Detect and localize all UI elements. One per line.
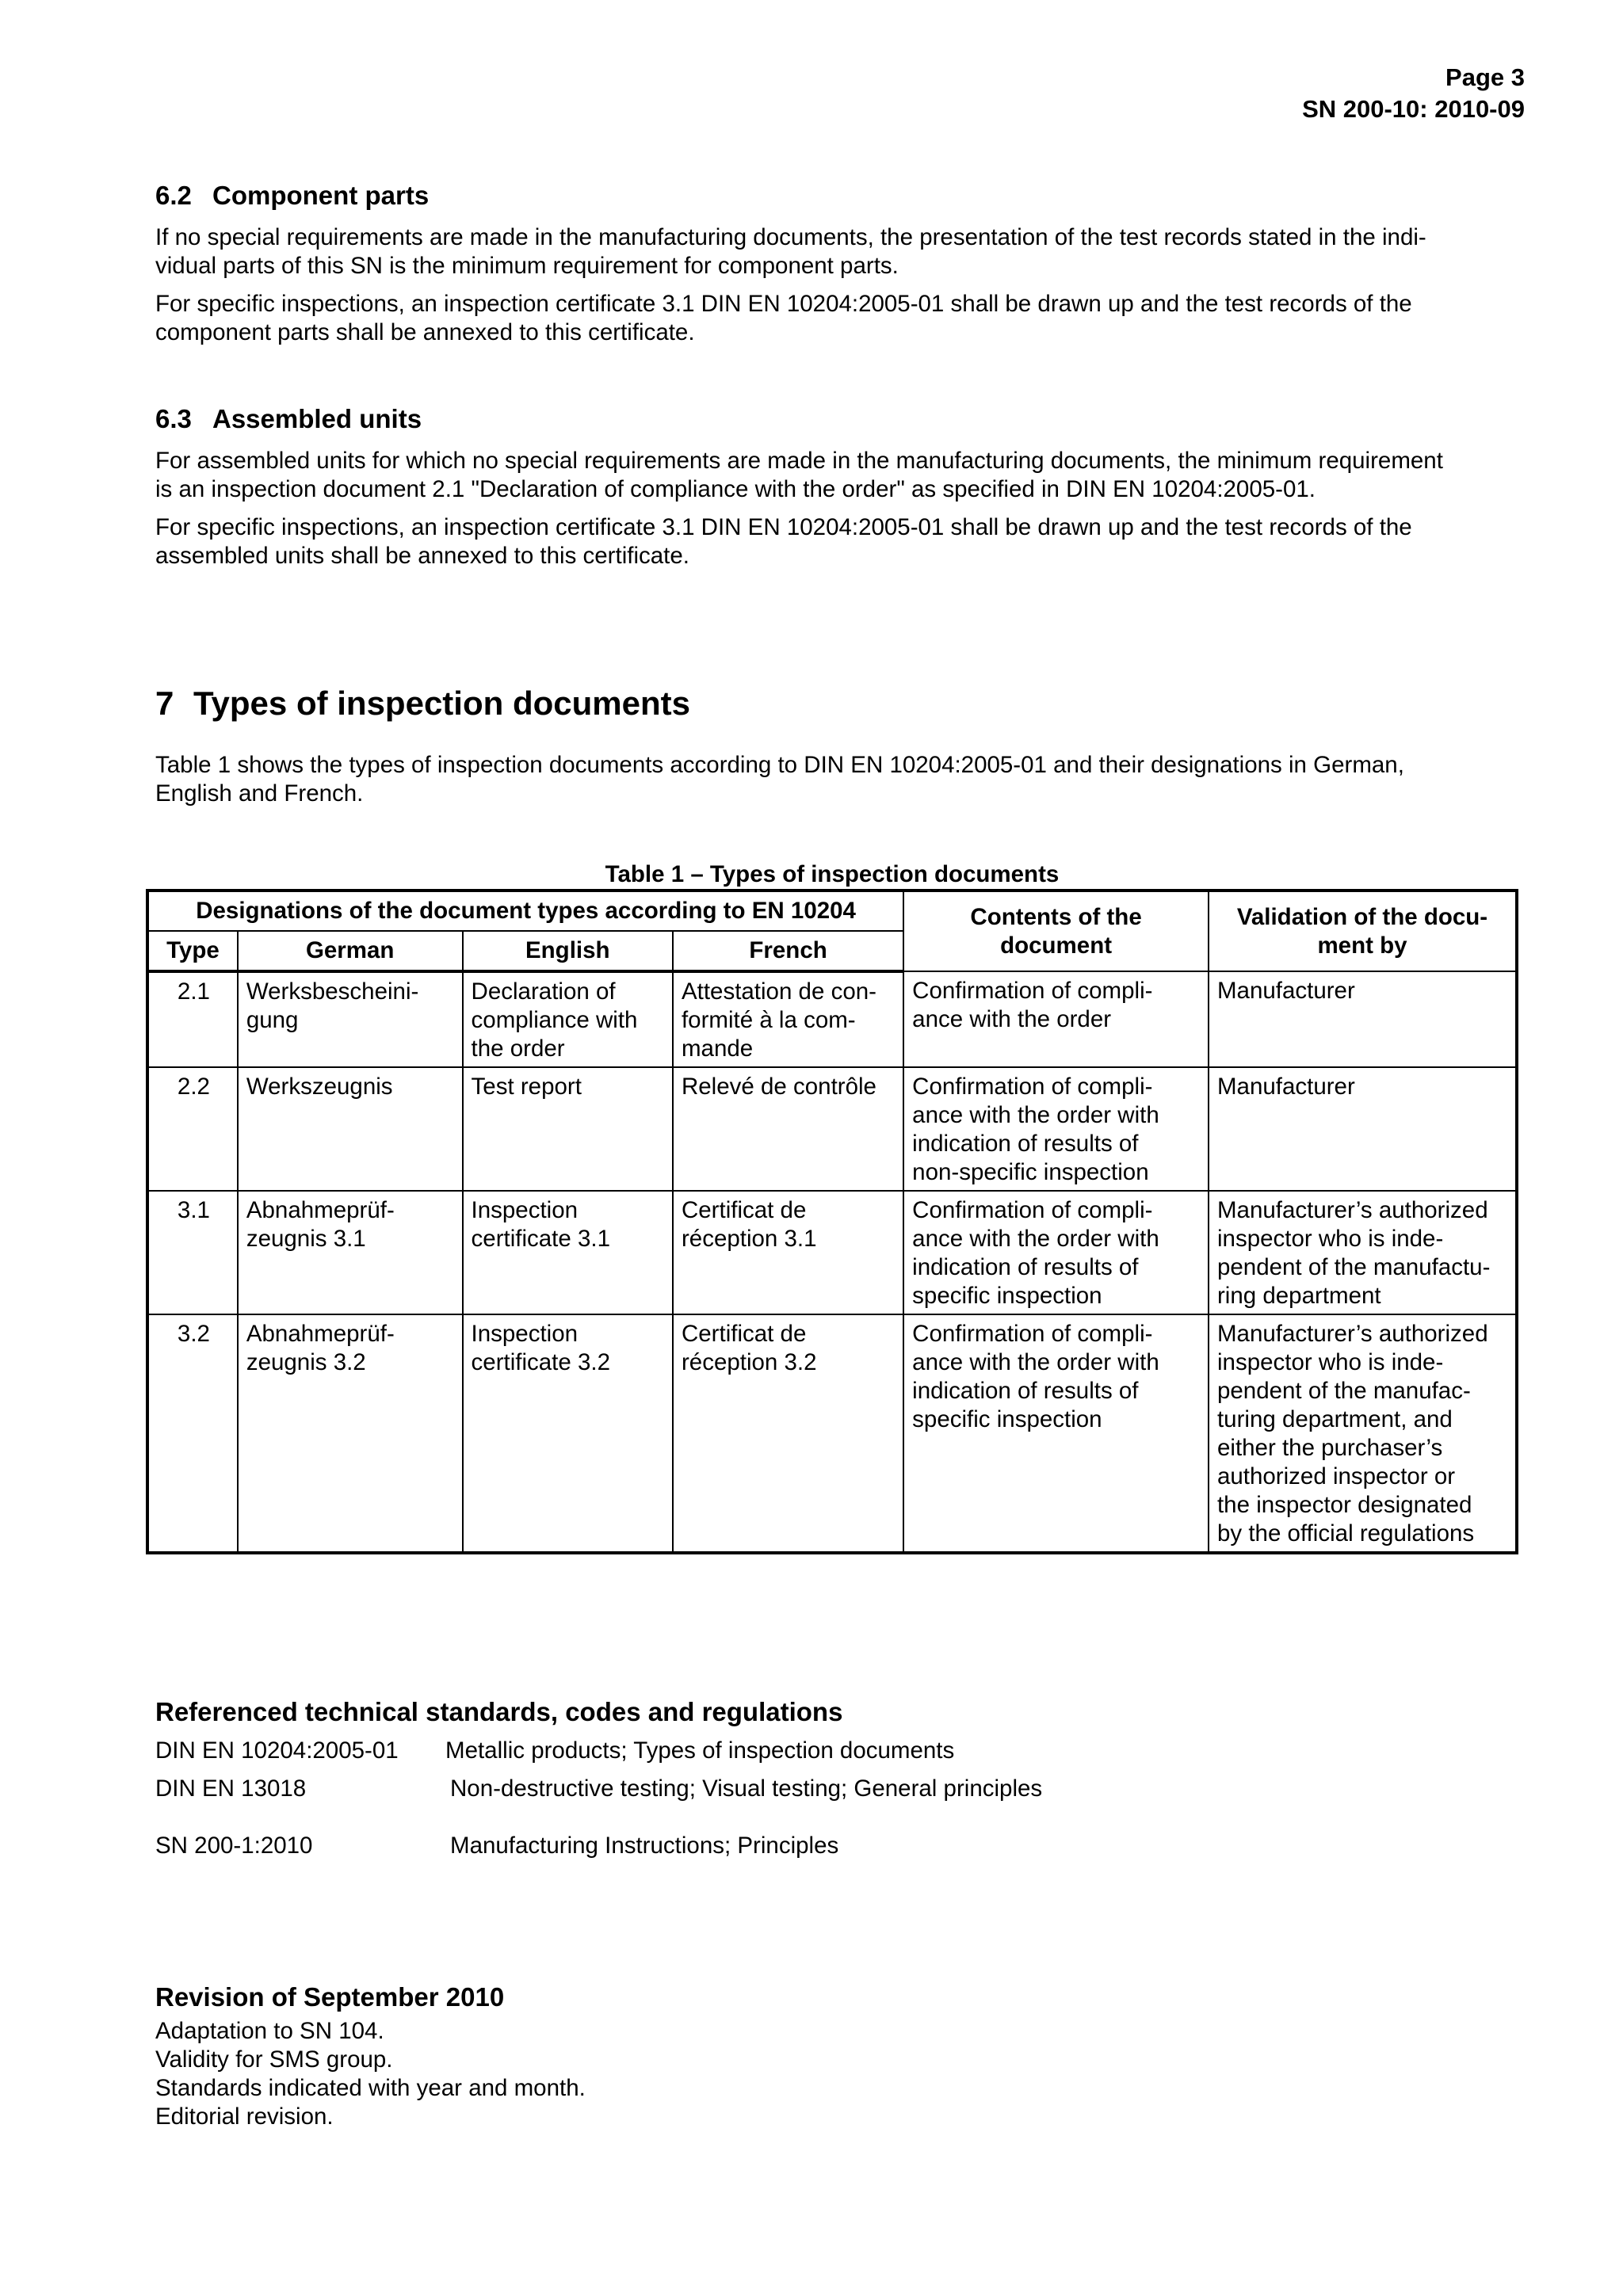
- cell-line: ance with the order with: [912, 1226, 1159, 1252]
- reference-description: Metallic products; Types of inspection documents: [445, 1737, 955, 1764]
- cell-line: Abnahmeprüf-: [246, 1197, 395, 1223]
- english-cell: [463, 1067, 673, 1191]
- paragraph: [155, 223, 1518, 280]
- type-cell: 2.2: [147, 1067, 238, 1191]
- cell-line: Inspection: [471, 1197, 579, 1223]
- paragraph: [155, 751, 1518, 808]
- cell-line: Werksbescheini-: [246, 978, 419, 1005]
- cell-line: mande: [681, 1035, 754, 1062]
- paragraph: [155, 290, 1518, 347]
- section-6-2-heading: [155, 179, 1518, 212]
- german-cell: [238, 1067, 463, 1191]
- text-line: For specific inspections, an inspection certificate 3.1 DIN EN 10204:2005-01 shall be drawn up and the test records of the: [155, 514, 1412, 540]
- header-line: ment by: [1317, 932, 1407, 959]
- cell-line: réception 3.1: [681, 1226, 817, 1252]
- cell-line: pendent of the manufactu-: [1216, 1254, 1491, 1280]
- cell-line: certificate 3.2: [471, 1349, 610, 1375]
- contents-cell: [903, 1067, 1209, 1191]
- cell-line: Confirmation of compli-: [912, 978, 1153, 1004]
- contents-cell: [903, 971, 1209, 1067]
- german-cell: [238, 1191, 463, 1314]
- french-header: French: [673, 931, 903, 971]
- cell-line: Abnahmeprüf-: [246, 1321, 395, 1347]
- section-title: Component parts: [212, 181, 430, 210]
- cell-line: Test report: [471, 1074, 582, 1100]
- section-number: 6.3: [155, 404, 192, 433]
- section-6-3: [155, 402, 1518, 580]
- type-cell: 2.1: [147, 971, 238, 1067]
- text-line: For specific inspections, an inspection certificate 3.1 DIN EN 10204:2005-01 shall be drawn up and the test records of the: [155, 291, 1412, 317]
- french-cell: [673, 1191, 903, 1314]
- referenced-standards: [155, 1695, 1518, 1860]
- cell-line: Werkszeugnis: [246, 1074, 393, 1100]
- french-cell: [673, 1067, 903, 1191]
- section-6-3-heading: [155, 402, 1518, 436]
- reference-item: [155, 1832, 1518, 1860]
- german-cell: [238, 971, 463, 1067]
- validation-cell: [1209, 1191, 1517, 1314]
- cell-line: gung: [246, 1007, 299, 1033]
- cell-line: ring department: [1216, 1283, 1381, 1309]
- paragraph: [155, 513, 1518, 570]
- section-number: 6.2: [155, 181, 192, 210]
- header-line: document: [1000, 932, 1113, 959]
- cell-line: indication of results of: [912, 1378, 1139, 1404]
- references-heading: Referenced technical standards, codes and regulations: [155, 1697, 843, 1726]
- cell-line: zeugnis 3.2: [246, 1349, 366, 1375]
- table-row: [147, 1067, 1517, 1191]
- table-row: [147, 1314, 1517, 1553]
- document-id: SN 200-10: 2010-09: [1302, 95, 1525, 123]
- table-caption: Table 1 – Types of inspection documents: [605, 861, 1060, 887]
- header-line: Validation of the docu-: [1236, 903, 1488, 930]
- english-cell: [463, 971, 673, 1067]
- table-row: [147, 1191, 1517, 1314]
- designations-group-header: Designations of the document types according to EN 10204: [147, 891, 903, 931]
- cell-line: specific inspection: [912, 1283, 1102, 1309]
- cell-line: certificate 3.1: [471, 1226, 610, 1252]
- german-header: German: [238, 931, 463, 971]
- section-number: 7: [155, 685, 174, 722]
- paragraph: [155, 447, 1518, 504]
- page-header: [1302, 62, 1525, 125]
- text-line: vidual parts of this SN is the minimum requirement for component parts.: [155, 253, 899, 279]
- cell-line: Confirmation of compli-: [912, 1197, 1153, 1223]
- table-row: [147, 971, 1517, 1067]
- cell-line: réception 3.2: [681, 1349, 817, 1375]
- contents-header: [903, 891, 1209, 971]
- text-line: English and French.: [155, 780, 364, 807]
- cell-line: Attestation de con-: [681, 978, 876, 1005]
- contents-cell: [903, 1314, 1209, 1553]
- reference-code: DIN EN 13018: [155, 1775, 307, 1802]
- cell-line: zeugnis 3.1: [246, 1226, 366, 1252]
- cell-line: the inspector designated: [1216, 1492, 1472, 1518]
- type-header: Type: [147, 931, 238, 971]
- text-line: component parts shall be annexed to this certificate.: [155, 319, 695, 345]
- text-line: Table 1 shows the types of inspection documents according to DIN EN 10204:2005-01 and their designations in German,: [155, 752, 1404, 778]
- cell-line: Confirmation of compli-: [912, 1074, 1153, 1100]
- german-cell: [238, 1314, 463, 1553]
- cell-line: inspector who is inde-: [1216, 1226, 1444, 1252]
- revision-line: Editorial revision.: [155, 2103, 334, 2130]
- cell-line: authorized inspector or: [1216, 1463, 1456, 1489]
- cell-line: Certificat de: [681, 1197, 807, 1223]
- cell-line: Relevé de contrôle: [681, 1074, 876, 1100]
- revision-line: Standards indicated with year and month.: [155, 2075, 586, 2101]
- text-line: assembled units shall be annexed to this certificate.: [155, 543, 689, 569]
- reference-description: Non-destructive testing; Visual testing; General principles: [450, 1775, 1043, 1802]
- revision-heading: Revision of September 2010: [155, 1982, 505, 2012]
- cell-line: Manufacturer’s authorized: [1216, 1197, 1488, 1223]
- cell-line: specific inspection: [912, 1406, 1102, 1432]
- section-7-heading: [155, 683, 1518, 724]
- reference-item: [155, 1775, 1518, 1803]
- validation-cell: [1209, 1314, 1517, 1553]
- cell-line: Certificat de: [681, 1321, 807, 1347]
- english-cell: [463, 1314, 673, 1553]
- cell-line: indication of results of: [912, 1254, 1139, 1280]
- revision-section: [155, 1981, 1518, 2131]
- cell-line: Manufacturer’s authorized: [1216, 1321, 1488, 1347]
- reference-description: Manufacturing Instructions; Principles: [450, 1833, 839, 1859]
- text-line: If no special requirements are made in the manufacturing documents, the presentation of the test records stated in the indi-: [155, 224, 1426, 250]
- cell-line: Manufacturer: [1216, 978, 1355, 1004]
- cell-line: either the purchaser’s: [1216, 1435, 1443, 1461]
- cell-line: ance with the order with: [912, 1349, 1159, 1375]
- section-title: Types of inspection documents: [193, 685, 690, 722]
- header-line: Contents of the: [970, 903, 1142, 930]
- french-cell: [673, 1314, 903, 1553]
- cell-line: ance with the order: [912, 1006, 1112, 1032]
- cell-line: Confirmation of compli-: [912, 1321, 1153, 1347]
- cell-line: Manufacturer: [1216, 1074, 1355, 1100]
- contents-cell: [903, 1191, 1209, 1314]
- cell-line: compliance with: [471, 1007, 638, 1033]
- type-cell: 3.2: [147, 1314, 238, 1553]
- section-title: Assembled units: [212, 404, 422, 433]
- english-header: English: [463, 931, 673, 971]
- cell-line: indication of results of: [912, 1131, 1139, 1157]
- cell-line: Declaration of: [471, 978, 616, 1005]
- cell-line: by the official regulations: [1216, 1520, 1475, 1547]
- inspection-documents-table: [146, 889, 1518, 1554]
- french-cell: [673, 971, 903, 1067]
- validation-header: [1209, 891, 1517, 971]
- reference-code: DIN EN 10204:2005-01: [155, 1737, 399, 1764]
- cell-line: non-specific inspection: [912, 1159, 1149, 1185]
- cell-line: the order: [471, 1035, 565, 1062]
- text-line: For assembled units for which no special requirements are made in the manufacturing documents, the minimum requirement: [155, 448, 1443, 474]
- cell-line: ance with the order with: [912, 1102, 1159, 1128]
- type-cell: 3.1: [147, 1191, 238, 1314]
- revision-line: Adaptation to SN 104.: [155, 2018, 384, 2044]
- cell-line: Inspection: [471, 1321, 579, 1347]
- cell-line: inspector who is inde-: [1216, 1349, 1444, 1375]
- reference-code: SN 200-1:2010: [155, 1833, 313, 1859]
- validation-cell: [1209, 971, 1517, 1067]
- reference-item: [155, 1737, 1518, 1765]
- revision-line: Validity for SMS group.: [155, 2046, 393, 2073]
- section-7: [155, 683, 1518, 818]
- page-number: Page 3: [1445, 63, 1525, 91]
- validation-cell: [1209, 1067, 1517, 1191]
- section-6-2: [155, 179, 1518, 357]
- text-line: is an inspection document 2.1 "Declaration of compliance with the order" as specified in DIN EN 10204:2005-01.: [155, 476, 1316, 502]
- english-cell: [463, 1191, 673, 1314]
- cell-line: turing department, and: [1216, 1406, 1453, 1432]
- cell-line: pendent of the manufac-: [1216, 1378, 1471, 1404]
- cell-line: formité à la com-: [681, 1007, 856, 1033]
